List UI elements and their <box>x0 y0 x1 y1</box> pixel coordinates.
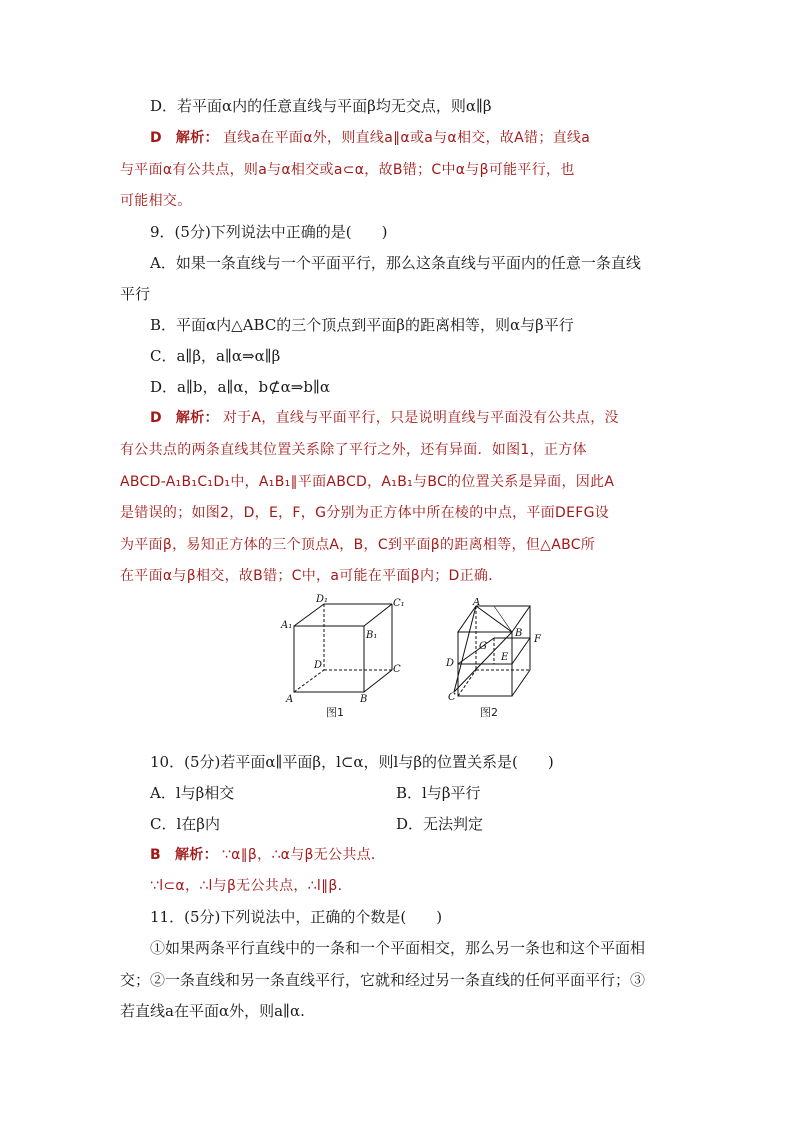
figure-2-caption: 图2 <box>480 706 498 719</box>
figure-1-cube <box>280 592 410 704</box>
q9-solution-line-4: 是错误的；如图2，D，E，F，G分别为正方体中所在棱的中点，平面DEFG设 <box>120 505 610 521</box>
q8-solution-text-1: 直线a在平面α外，则直线a∥α或a与α相交，故A错；直线a <box>222 130 591 146</box>
cube1-label-a: A <box>286 694 294 704</box>
q10-option-d: D．无法判定 <box>396 815 484 833</box>
q10-solution-text-1: ∵α∥β，∴α与β无公共点． <box>221 847 386 863</box>
cube1-edge-a1d1 <box>294 604 324 626</box>
q9-option-a-line-2: 平行 <box>120 285 151 303</box>
cube2-edge-right-bottom <box>512 670 530 696</box>
q9-solution-label: 解析： <box>175 410 219 426</box>
q11-body-line-1: ①如果两条平行直线中的一条和一个平面相交，那么另一条也和这个平面相 <box>150 939 646 957</box>
cube1-label-c: C <box>393 664 401 675</box>
q8-solution-line-3: 可能相交。 <box>120 193 192 209</box>
cube2-label-g: G <box>479 641 487 652</box>
cube2-label-f: F <box>534 634 541 645</box>
cube2-line-ab <box>476 606 512 632</box>
cube2-line-ac <box>454 606 476 692</box>
cube2-label-b: B <box>515 628 523 639</box>
cube2-label-e: E <box>501 652 509 663</box>
q9-solution-line-1 <box>150 408 706 428</box>
q9-option-c: C．a∥β，a∥α⇒α∥β <box>150 347 281 365</box>
cube2-label-c: C <box>448 692 456 702</box>
q9-solution-line-2: 有公共点的两条直线其位置关系除了平行之外，还有异面．如图1，正方体 <box>120 442 587 458</box>
cube1-label-c1: C₁ <box>393 598 405 609</box>
q9-solution-line-5: 为平面β，易知正方体的三个顶点A，B，C到平面β的距离相等，但△ABC所 <box>120 537 596 553</box>
q8-answer: D <box>150 130 162 146</box>
q10-option-b: B．l与β平行 <box>396 784 481 802</box>
q11-body-line-2: 交；②一条直线和另一条直线平行，它就和经过另一条直线的任何平面平行；③ <box>120 971 646 989</box>
q9-solution-text-1: 对于A，直线与平面平行，只是说明直线与平面没有公共点，没 <box>222 410 619 426</box>
cube2-label-a: A <box>473 598 481 608</box>
cube2-mid-right <box>512 638 530 664</box>
q10-solution-line-2: ∵l⊂α，∴l与β无公共点，∴l∥β. <box>150 878 343 894</box>
cube1-hidden-ad <box>294 670 324 692</box>
q10-option-c: C．l在β内 <box>150 815 220 833</box>
q8-option-d: D．若平面α内的任意直线与平面β均无交点，则α∥β <box>150 97 492 115</box>
cube1-label-d: D <box>314 660 323 671</box>
q11-stem: 11．(5分)下列说法中，正确的个数是( ) <box>150 908 443 926</box>
q9-stem: 9．(5分)下列说法中正确的是( ) <box>150 223 388 241</box>
q10-solution-line-1 <box>150 845 706 865</box>
q8-solution-line-2: 与平面α有公共点，则a与α相交或a⊂α，故B错；C中α与β可能平行，也 <box>120 162 575 178</box>
cube2-hidden-left-bottom <box>458 670 476 696</box>
cube1-label-a1: A₁ <box>281 620 293 631</box>
cube1-edge-b1c1 <box>364 604 392 626</box>
cube2-label-d: D <box>446 658 455 669</box>
q8-solution-line-1 <box>150 128 706 148</box>
q11-body-line-3: 若直线a在平面α外，则a∥α. <box>120 1002 305 1020</box>
q9-solution-line-6: 在平面α与β相交，故B错；C中，a可能在平面β内；D正确． <box>120 568 503 584</box>
figure-1-caption: 图1 <box>326 706 344 719</box>
q10-stem: 10．(5分)若平面α∥平面β，l⊂α，则l与β的位置关系是( ) <box>150 753 554 771</box>
q8-solution-label: 解析： <box>175 130 219 146</box>
cube1-label-d1: D₁ <box>316 594 329 605</box>
q10-answer: B <box>150 847 161 863</box>
cube1-label-b1: B₁ <box>366 630 378 641</box>
q9-option-b: B．平面α内△ABC的三个顶点到平面β的距离相等，则α与β平行 <box>150 316 574 334</box>
cube1-edge-bc <box>364 670 392 692</box>
cube1-front-face <box>294 626 364 692</box>
cube1-label-b: B <box>360 694 368 704</box>
q10-solution-label: 解析： <box>174 847 218 863</box>
q9-answer: D <box>150 410 162 426</box>
q9-solution-line-3: ABCD-A₁B₁C₁D₁中，A₁B₁∥平面ABCD，A₁B₁与BC的位置关系是异面，因此A <box>120 474 615 490</box>
q10-option-a: A．l与β相交 <box>150 784 235 802</box>
q9-option-a-line-1: A．如果一条直线与一个平面平行，那么这条直线与平面内的任意一条直线 <box>150 254 641 272</box>
cube2-top-diagonal <box>494 606 512 632</box>
q9-option-d: D．a∥b，a∥α，b⊄α⇒b∥α <box>150 378 331 396</box>
figure-2-cube <box>440 598 560 702</box>
